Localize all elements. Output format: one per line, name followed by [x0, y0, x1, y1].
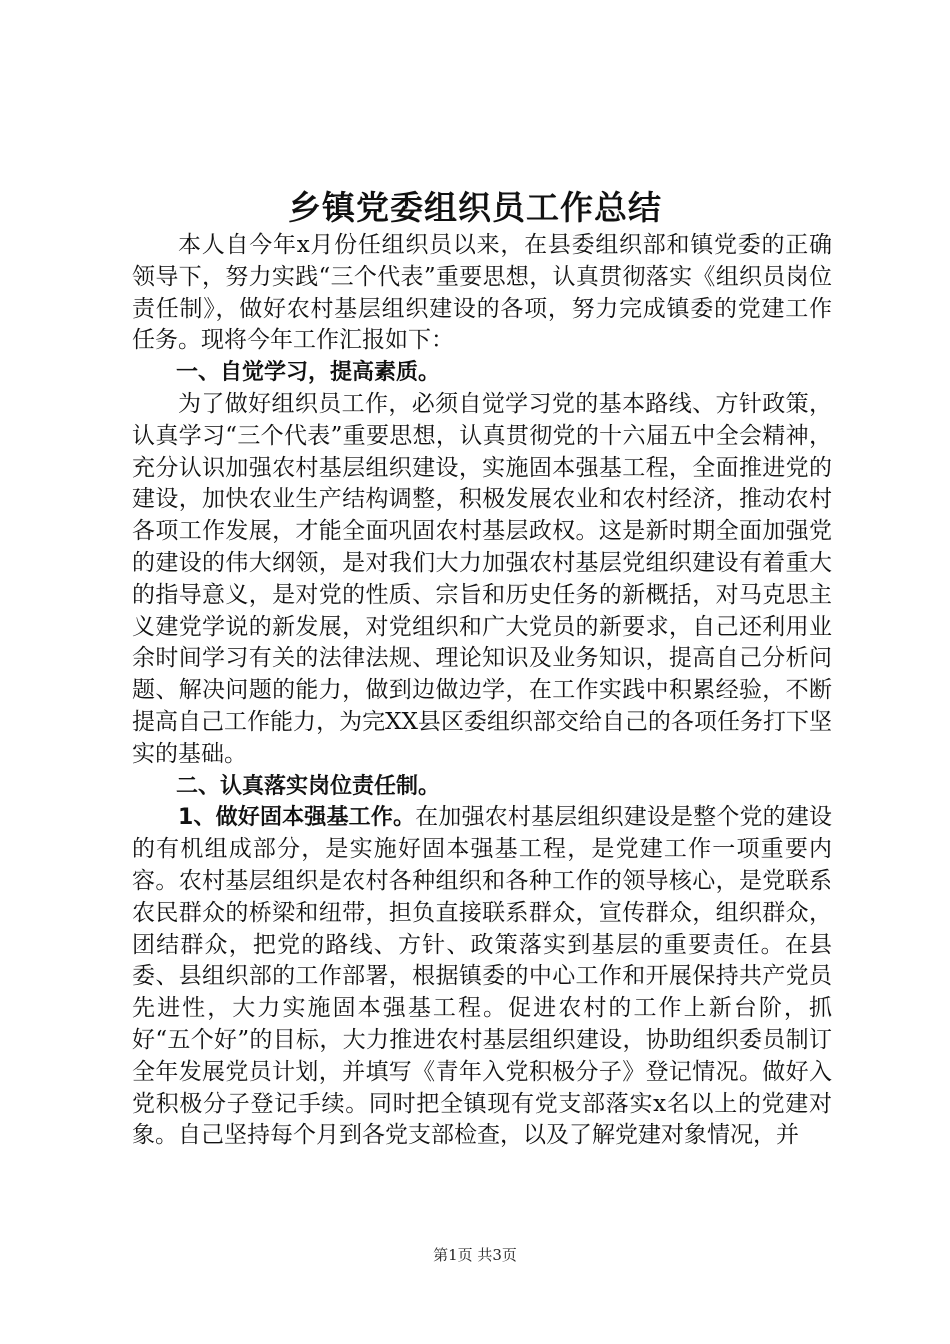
document-body	[132, 230, 832, 1152]
item-1-lead: 1、做好固本强基工作。	[178, 805, 416, 831]
item-1-body: 在加强农村基层组织建设是整个党的建设的有机组成部分，是实施好固本强基工程，是党建工作一项重要内容。农村基层组织是农村各种组织和各种工作的领导核心，是党联系农民群众的桥梁和纽带，担负直接联系群众，宣传群众，组织群众，团结群众，把党的路线、方针、政策落实到基层的重要责任。在县委、县组织部的工作部署，根据镇委的中心工作和开展保持共产党员先进性，大力实施固本强基工程。促进农村的工作上新台阶，抓好“五个好”的目标，大力推进农村基层组织建设，协助组织委员制订全年发展党员计划，并填写《青年入党积极分子》登记情况。做好入党积极分子登记手续。同时把全镇现有党支部落实x名以上的党建对象。自己坚持每个月到各党支部检查，以及了解党建对象情况，并	[132, 804, 833, 1149]
document-title: 乡镇党委组织员工作总结	[288, 188, 662, 227]
page-footer: 第1页 共3页	[433, 1246, 517, 1264]
section-heading-1: 一、自觉学习，提高素质。	[176, 360, 441, 386]
intro-paragraph: 本人自今年x月份任组织员以来，在县委组织部和镇党委的正确领导下，努力实践“三个代表”重要思想，认真贯彻落实《组织员岗位责任制》，做好农村基层组织建设的各项，努力完成镇委的党建工作任务。现将今年工作汇报如下：	[132, 232, 832, 354]
section-heading-2: 二、认真落实岗位责任制。	[176, 773, 441, 799]
section-1-paragraph: 为了做好组织员工作，必须自觉学习党的基本路线、方针政策，认真学习“三个代表”重要思想，认真贯彻党的十六届五中全会精神，充分认识加强农村基层组织建设，实施固本强基工程，全面推进党的建设，加快农业生产结构调整，积极发展农业和农村经济，推动农村各项工作发展，才能全面巩固农村基层政权。这是新时期全面加强党的建设的伟大纲领，是对我们大力加强农村基层党组织建设有着重大的指导意义，是对党的性质、宗旨和历史任务的新概括，对马克思主义建党学说的新发展，对党组织和广大党员的新要求，自己还利用业余时间学习有关的法律法规、理论知识及业务知识，提高自己分析问题、解决问题的能力，做到边做边学，在工作实践中积累经验，不断提高自己工作能力，为完XX县区委组织部交给自己的各项任务打下坚实的基础。	[132, 390, 832, 767]
item-1-paragraph	[132, 802, 832, 1152]
